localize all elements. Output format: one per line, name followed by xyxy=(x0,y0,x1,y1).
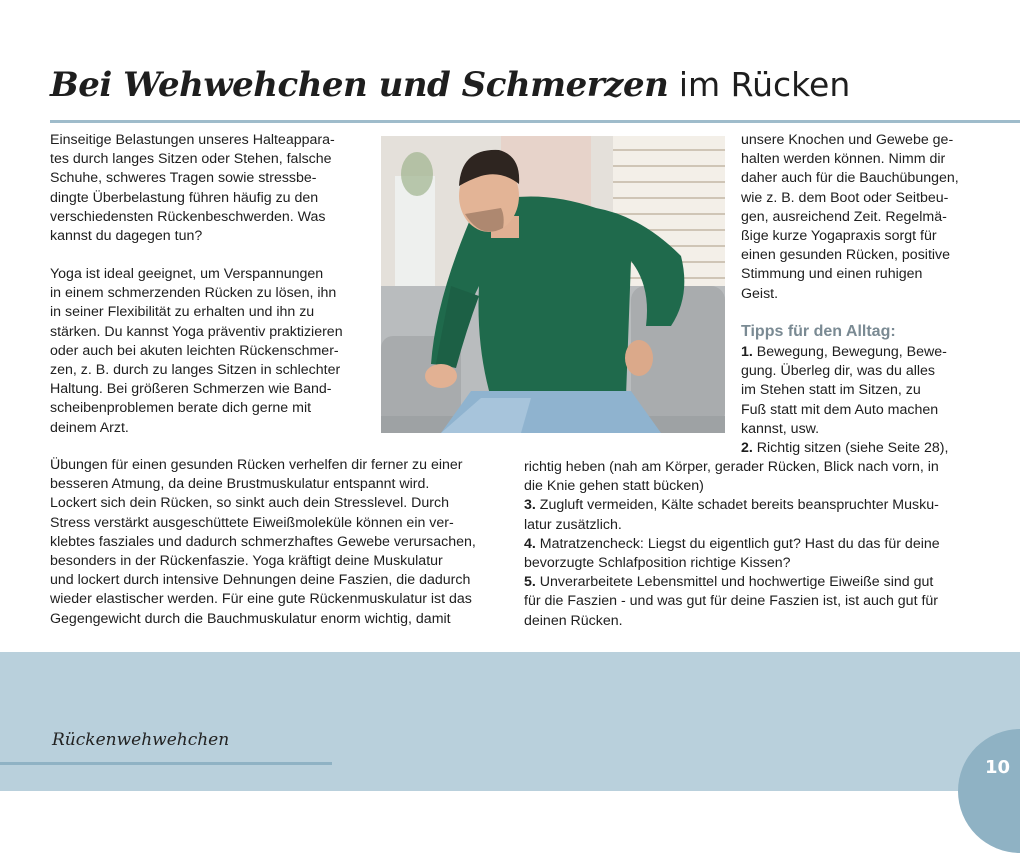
tips-list-wide xyxy=(524,458,940,631)
page-title xyxy=(50,65,851,105)
text-fragment: Unverarbeitete Lebensmittel und hochwertige Eiweiße sind gut xyxy=(535,574,934,591)
tip-number: 4. xyxy=(524,535,536,552)
text-line: bevorzugte Schlafposition richtige Kissen? xyxy=(524,555,791,572)
text-line: gung. Überleg dir, was du alles xyxy=(741,363,936,380)
tip-number: 3. xyxy=(524,497,536,514)
text-line: einen gesunden Rücken, positive xyxy=(741,247,951,264)
text-line: kannst, usw. xyxy=(741,420,820,437)
text-line: deinen Rücken. xyxy=(524,612,623,629)
text-line: Haltung. Bei größeren Schmerzen wie Band- xyxy=(50,381,332,398)
text-fragment: Bewegung, Bewegung, Bewe- xyxy=(752,344,947,360)
text-line: ßige kurze Yogapraxis sorgt für xyxy=(741,228,937,245)
text-line: wie z. B. dem Boot oder Seitbeu- xyxy=(741,189,949,206)
text-line: oder auch bei akuten leichten Rückenschmer- xyxy=(50,342,339,359)
tips-heading: Tipps für den Alltag: xyxy=(741,323,896,340)
text-line: richtig heben (nah am Körper, gerader Rücken, Blick nach vorn, in xyxy=(524,459,939,475)
continuation-paragraph xyxy=(741,131,959,304)
text-line: wieder elastischer werden. Für eine gute Rückenmuskulatur ist das xyxy=(50,591,472,608)
exercises-paragraph xyxy=(50,456,476,629)
text-line: gen, ausreichend Zeit. Regelmä- xyxy=(741,208,947,225)
text-line: Einseitige Belastungen unseres Halteappara- xyxy=(50,132,335,148)
page-title-rest: im Rücken xyxy=(668,65,851,104)
tip-3-line xyxy=(524,496,940,515)
text-line: Stress verstärkt ausgeschüttete Eiweißmoleküle können ein ver- xyxy=(50,514,454,531)
text-line: zen, z. B. durch zu langes Sitzen in schlechter xyxy=(50,362,341,379)
text-fragment: Zugluft vermeiden, Kälte schadet bereits beanspruchter Musku- xyxy=(535,497,939,514)
text-line: die Knie gehen statt bücken) xyxy=(524,478,704,495)
tip-5-line xyxy=(524,573,940,592)
text-line: im Stehen statt im Sitzen, zu xyxy=(741,382,921,399)
text-line: besseren Atmung, da deine Brustmuskulatur entspannt wird. xyxy=(50,476,430,493)
text-line: halten werden können. Nimm dir xyxy=(741,151,946,168)
tip-2-line xyxy=(741,439,948,458)
text-fragment: Richtig sitzen (siehe Seite 28), xyxy=(752,440,949,457)
title-divider xyxy=(50,120,1020,123)
page-number: 10 xyxy=(985,757,1011,778)
text-line: Schuhe, schweres Tragen sowie stressbe- xyxy=(50,170,317,187)
text-line: verschiedensten Rückenbeschwerden. Was xyxy=(50,208,326,225)
back-pain-photo xyxy=(381,136,725,433)
text-line: daher auch für die Bauchübungen, xyxy=(741,170,959,187)
text-line: besonders in der Rückenfaszie. Yoga kräftigt deine Muskulatur xyxy=(50,553,443,570)
page-title-script: Bei Wehwehchen und Schmerzen xyxy=(50,65,669,105)
text-line: Lockert sich dein Rücken, so sinkt auch dein Stresslevel. Durch xyxy=(50,495,450,512)
text-line: Yoga ist ideal geeignet, um Verspannungen xyxy=(50,266,324,282)
text-line: für die Faszien - und was gut für deine Faszien ist, ist auch gut für xyxy=(524,593,939,610)
text-line: und lockert durch intensive Dehnungen deine Faszien, die dadurch xyxy=(50,572,471,589)
text-line: Geist. xyxy=(741,285,779,302)
text-line: in einem schmerzenden Rücken zu lösen, ihn xyxy=(50,285,337,302)
text-line: in seiner Flexibilität zu erhalten und ihn zu xyxy=(50,304,315,321)
tip-number: 1. xyxy=(741,344,753,360)
text-line: klebtes fasziales und dadurch schmerzhaftes Gewebe verursachen, xyxy=(50,533,476,550)
text-line: unsere Knochen und Gewebe ge- xyxy=(741,132,954,148)
yoga-paragraph xyxy=(50,265,343,438)
footer-band xyxy=(0,652,1020,791)
tip-number: 2. xyxy=(741,440,753,457)
footer-section-label: Rückenwehwehchen xyxy=(52,730,230,750)
text-line: Übungen für einen gesunden Rücken verhelfen dir ferner zu einer xyxy=(50,457,463,473)
man-holding-back-illustration xyxy=(381,136,725,433)
text-line: tes durch langes Sitzen oder Stehen, falsche xyxy=(50,151,332,168)
text-line: Gegengewicht durch die Bauchmuskulatur enorm wichtig, damit xyxy=(50,610,451,627)
text-line: kannst du dagegen tun? xyxy=(50,228,203,245)
text-line: Fuß statt mit dem Auto machen xyxy=(741,401,939,418)
footer-divider xyxy=(0,762,332,765)
intro-paragraph xyxy=(50,131,335,246)
text-line: deinem Arzt. xyxy=(50,419,129,436)
tips-list-narrow xyxy=(741,343,948,458)
text-line: latur zusätzlich. xyxy=(524,516,622,533)
text-line: stärken. Du kannst Yoga präventiv praktizieren xyxy=(50,323,343,340)
text-line: scheibenproblemen berate dich gerne mit xyxy=(50,400,312,417)
tip-number: 5. xyxy=(524,574,536,591)
text-line: Stimmung und einen ruhigen xyxy=(741,266,923,283)
text-fragment: Matratzencheck: Liegst du eigentlich gut? Hast du das für deine xyxy=(535,535,940,552)
tip-4-line xyxy=(524,535,940,554)
tip-1-line xyxy=(741,343,948,362)
text-line: dingte Überbelastung führen häufig zu den xyxy=(50,189,319,206)
